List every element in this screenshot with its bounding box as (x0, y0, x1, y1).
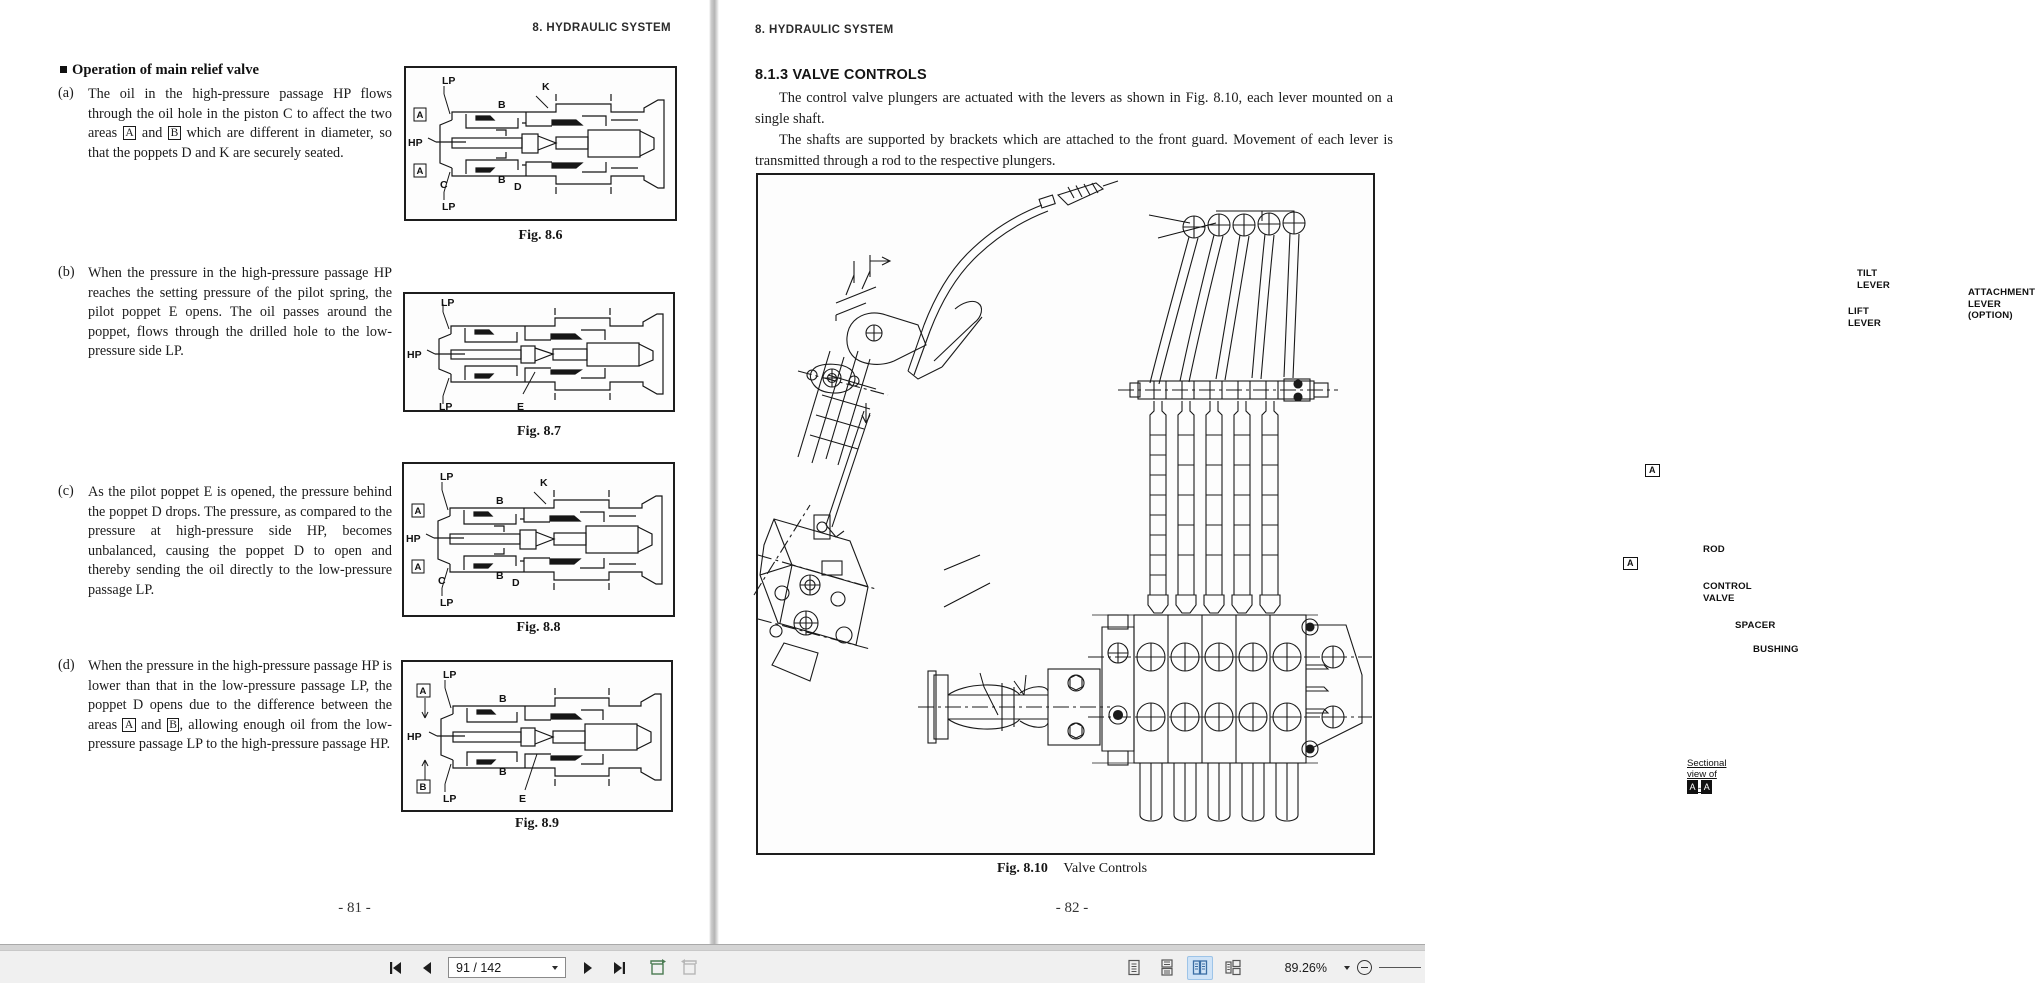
svg-text:E: E (517, 401, 525, 413)
callout-attachment-lever: ATTACHMENT LEVER (OPTION) (1968, 287, 2035, 321)
figure-8-6-caption (404, 228, 677, 244)
svg-text:B: B (498, 174, 506, 186)
svg-text:LP: LP (439, 401, 453, 413)
continuous-scroll-view-button[interactable] (1154, 956, 1180, 980)
figure-8-8-caption (402, 620, 675, 636)
figure-8-10-name: Valve Controls (1063, 861, 1148, 876)
list-item-b (58, 264, 392, 362)
section-heading-text: Operation of main relief valve (72, 62, 259, 78)
svg-text:LP: LP (440, 597, 454, 609)
svg-text:A: A (414, 506, 422, 517)
figure-8-9-number: Fig. 8.9 (515, 816, 559, 831)
svg-text:LP: LP (442, 201, 456, 213)
svg-text:C: C (438, 575, 446, 587)
svg-text:B: B (499, 766, 507, 778)
list-item-a (58, 85, 392, 163)
figure-8-8-image (402, 462, 675, 617)
sectional-view-dash: - (1698, 783, 1702, 794)
callout-bushing: BUSHING (1753, 644, 1799, 655)
figure-8-9-caption (401, 816, 673, 832)
first-page-button[interactable] (384, 957, 406, 979)
figure-8-7-number: Fig. 8.7 (517, 424, 561, 439)
box-label-b-2: B (167, 718, 180, 732)
callout-rod: ROD (1703, 544, 1725, 555)
figure-8-8-number: Fig. 8.8 (516, 620, 561, 635)
figure-8-10-number: Fig. 8.10 (996, 861, 1048, 876)
paragraph-1: The control valve plungers are actuated with the levers as shown in Fig. 8.10, each lever mounted on a single shaft. (755, 90, 1393, 127)
page-left[interactable] (0, 0, 709, 944)
svg-text:B: B (496, 495, 504, 507)
rotate-counter-clockwise-button[interactable] (678, 957, 700, 979)
item-d-part-1: When the pressure in the high-pressure passage HP is lower than that in the low-pressure passage LP, the poppet D opens due to the difference between the areas (88, 658, 392, 733)
svg-text:LP: LP (443, 793, 457, 805)
svg-text:LP: LP (443, 669, 457, 681)
svg-text:C: C (440, 179, 448, 191)
page-number-value: 91 / 142 (456, 960, 502, 975)
running-head-right: 8. HYDRAULIC SYSTEM (755, 24, 894, 36)
list-item-a-label: (a) (58, 85, 74, 101)
box-label-a-2: A (122, 718, 135, 732)
book-view-button[interactable] (1220, 956, 1246, 980)
svg-text:D: D (514, 181, 522, 193)
zoom-out-button[interactable] (1357, 960, 1372, 975)
item-a-part-1: The oil in the high-pressure passage HP flows through the oil hole in the piston C to affect the two areas (88, 86, 392, 142)
list-item-d (58, 657, 392, 755)
last-page-button[interactable] (608, 957, 630, 979)
sectional-view-mark-a2: A (1701, 780, 1712, 794)
zoom-slider[interactable] (1379, 967, 1421, 969)
list-item-a-text (88, 85, 392, 163)
single-page-view-button[interactable] (1121, 956, 1147, 980)
figure-8-10-caption (719, 861, 1425, 877)
section-heading-8-1-3: 8.1.3 VALVE CONTROLS (755, 67, 927, 83)
paragraph-2: The shafts are supported by brackets which are attached to the front guard. Movement of each lever is transmitted through a rod to the respective plungers. (755, 132, 1393, 169)
zoom-dropdown-caret-icon[interactable] (1344, 966, 1350, 970)
list-item-b-text: When the pressure in the high-pressure passage HP reaches the setting pressure of the pilot spring, the pilot poppet E opens. The oil passes around the poppet, flows through the drilled hole to the low-pressure side LP. (88, 265, 392, 360)
svg-text:K: K (540, 477, 548, 489)
list-item-d-label: (d) (58, 657, 75, 673)
list-item-d-text (88, 657, 392, 755)
callout-lift-lever: LIFT LEVER (1848, 306, 1881, 329)
viewer-toolbar (0, 950, 1425, 983)
sectional-view-note (1687, 758, 1726, 794)
svg-text:HP: HP (407, 349, 422, 361)
svg-text:E: E (519, 793, 527, 805)
chevron-down-icon[interactable] (552, 966, 558, 970)
item-d-part-5: , allowing enough oil from the low-pressure passage LP to the high-pressure passage HP. (88, 716, 392, 753)
callout-spacer: SPACER (1735, 620, 1776, 631)
box-label-a: A (123, 126, 136, 140)
rotate-clockwise-button[interactable] (646, 957, 668, 979)
detail-mark-a-upper: A (1645, 464, 1660, 477)
svg-text:B: B (496, 570, 504, 582)
page-number-left: - 81 - (338, 900, 371, 916)
figure-8-7-image (403, 292, 675, 412)
figure-8-9-image (401, 660, 673, 812)
figure-8-10-image (756, 173, 1375, 855)
item-a-part-5: which are different in diameter, so that the poppets D and K are securely seated. (88, 125, 392, 161)
svg-text:A: A (419, 686, 427, 697)
svg-text:K: K (542, 81, 550, 93)
svg-text:LP: LP (442, 75, 456, 87)
item-d-part-3: and (135, 716, 167, 733)
callout-control-valve: CONTROL VALVE (1703, 581, 1752, 604)
page-right[interactable] (719, 0, 2035, 944)
list-item-c (58, 483, 392, 601)
bullet-square-icon (60, 66, 67, 73)
page-number-right: - 82 - (1055, 900, 1089, 916)
svg-text:HP: HP (408, 137, 423, 149)
svg-text:A: A (414, 562, 422, 573)
svg-text:LP: LP (441, 297, 455, 309)
previous-page-button[interactable] (416, 957, 438, 979)
svg-text:B: B (419, 782, 427, 793)
svg-text:HP: HP (407, 731, 422, 743)
detail-mark-a-lower: A (1623, 557, 1638, 570)
two-page-view-button[interactable] (1187, 956, 1213, 980)
list-item-b-label: (b) (58, 264, 75, 280)
svg-text:B: B (499, 693, 507, 705)
svg-text:HP: HP (406, 533, 421, 545)
box-label-b: B (168, 126, 181, 140)
zoom-level-label: 89.26% (1284, 960, 1327, 975)
svg-text:B: B (498, 99, 506, 111)
figure-8-7-caption (403, 424, 675, 440)
svg-text:A: A (416, 110, 424, 121)
list-item-c-label: (c) (58, 483, 74, 499)
running-head-left: 8. HYDRAULIC SYSTEM (532, 22, 671, 34)
item-a-part-3: and (136, 125, 169, 142)
section-heading (60, 62, 259, 79)
page-navigation-group (384, 951, 700, 984)
callout-tilt-lever: TILT LEVER (1857, 268, 1890, 291)
figure-8-6-image (404, 66, 677, 221)
list-item-c-text: As the pilot poppet E is opened, the pressure behind the poppet D drops. The pressure, as compared to the pressure at high-pressure side HP, becomes unbalanced, causing the poppet D to open and thereby sending the oil directly to the low-pressure passage LP. (88, 484, 392, 598)
next-page-button[interactable] (576, 957, 598, 979)
svg-text:D: D (512, 577, 520, 589)
page-number-input[interactable] (448, 957, 566, 978)
svg-text:A: A (416, 166, 424, 177)
sectional-view-mark-a1: A (1687, 780, 1698, 794)
svg-text:LP: LP (440, 471, 454, 483)
page-divider (709, 0, 719, 944)
view-and-zoom-group (1121, 951, 1425, 984)
sectional-view-prefix: Sectional view of (1687, 758, 1727, 780)
figure-8-6-number: Fig. 8.6 (518, 228, 563, 243)
